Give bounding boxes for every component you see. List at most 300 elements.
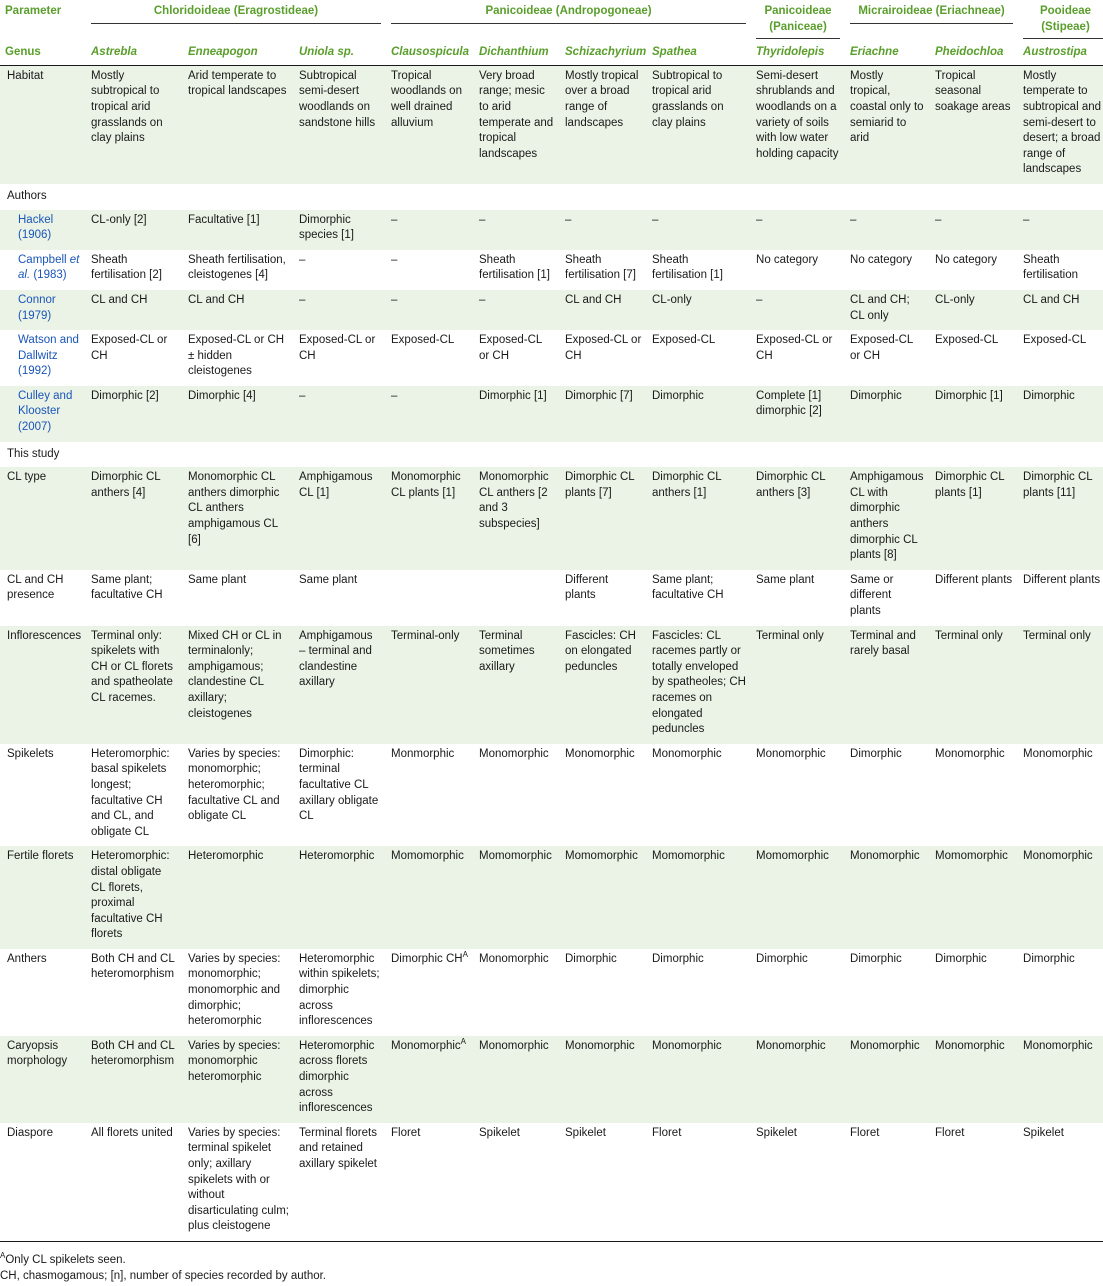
cell-text: Sheath fertilisation: [1023, 253, 1078, 282]
cell-text: Momomorphic: [652, 850, 725, 863]
table-cell: [294, 330, 386, 386]
subfamily-label: Chloridoideae (Eragrostideae): [91, 4, 381, 24]
cell-text: Monomorphic: [565, 747, 635, 760]
table-cell: [1018, 626, 1103, 744]
table-cell: [386, 949, 474, 1036]
table-cell: [183, 290, 294, 330]
parameter-label: CL type: [0, 467, 86, 570]
cell-text: –: [565, 213, 572, 226]
table-cell: [183, 1123, 294, 1242]
table-cell: [647, 846, 751, 949]
table-cell: [560, 744, 647, 847]
table-cell: [474, 1036, 560, 1123]
table-cell: [1018, 744, 1103, 847]
table-cell: [930, 250, 1018, 290]
parameter-label: Diaspore: [0, 1123, 86, 1242]
author-row: [0, 330, 1103, 386]
cell-text: Fascicles: CL racemes partly or totally enveloped by spatheoles; CH racemes on elongated peduncles: [652, 629, 746, 736]
table-cell: [647, 1036, 751, 1123]
table-cell: [86, 1036, 183, 1123]
table-cell: [647, 290, 751, 330]
table-cell: [1018, 250, 1103, 290]
cell-text: Exposed-CL: [652, 334, 716, 347]
table-cell: [647, 467, 751, 570]
footnote-a-text: Only CL spikelets seen.: [5, 1254, 126, 1266]
table-cell: [294, 290, 386, 330]
table-cell: [86, 290, 183, 330]
table-cell: [474, 290, 560, 330]
subfamily-label: Pooideae (Stipeae): [1023, 4, 1103, 39]
cell-text: No category: [935, 253, 998, 266]
cell-text: CL-only: [652, 293, 692, 306]
table-cell: [386, 570, 474, 626]
cell-text: –: [479, 293, 486, 306]
table-cell: [86, 330, 183, 386]
table-cell: [751, 290, 845, 330]
cell-text: Dimorphic CL anthers [3]: [756, 471, 826, 499]
cell-text: Terminal only: [935, 629, 1003, 642]
table-cell: [294, 65, 386, 184]
cell-text: Monomorphic: [1023, 850, 1093, 863]
cell-text: Exposed-CL or CH ± hidden cleistogenes: [188, 334, 285, 378]
author-citation[interactable]: Connor (1979): [0, 290, 86, 330]
table-cell: [474, 570, 560, 626]
cell-text: Tropical woodlands on well drained alluvium: [391, 69, 462, 129]
table-cell: [845, 290, 930, 330]
cell-text: Dimorphic [1]: [479, 389, 547, 402]
table-cell: [845, 467, 930, 570]
table-cell: [1018, 210, 1103, 250]
author-citation[interactable]: Hackel (1906): [0, 210, 86, 250]
cell-text: Dimorphic: [1023, 389, 1075, 402]
cell-text: Exposed-CL or CH: [479, 334, 542, 362]
table-cell: [386, 467, 474, 570]
table-cell: [294, 846, 386, 949]
cell-text: Tropical seasonal soakage areas: [935, 69, 1011, 113]
cell-text: CL and CH: [1023, 293, 1080, 306]
genus-header-cell: Austrostipa: [1018, 41, 1103, 65]
author-row: [0, 250, 1103, 290]
table-cell: [751, 1123, 845, 1242]
parameter-row: [0, 65, 1103, 184]
table-cell: [86, 846, 183, 949]
cell-text: No category: [756, 253, 819, 266]
cell-text: –: [756, 213, 763, 226]
parameter-row: [0, 846, 1103, 949]
cell-text: Same plant: [188, 573, 247, 586]
cell-text: Floret: [935, 1126, 965, 1139]
parameter-label: CL and CH presence: [7, 573, 64, 602]
table-cell: [930, 626, 1018, 744]
cell-text: Sheath fertilisation [7]: [565, 253, 636, 282]
cell-text: Monomorphic: [756, 1039, 826, 1052]
genus-header-cell: Dichanthium: [474, 41, 560, 65]
table-cell: [386, 1123, 474, 1242]
table-cell: [845, 626, 930, 744]
parameter-label: Caryopsis morphology: [0, 1036, 86, 1123]
table-cell: [647, 210, 751, 250]
table-cell: [386, 846, 474, 949]
cell-text: Monomorphic: [479, 1039, 549, 1052]
table-cell: [845, 210, 930, 250]
table-cell: [294, 570, 386, 626]
author-citation[interactable]: Campbell et al. (1983): [18, 253, 80, 282]
subfamily-header: [751, 0, 845, 41]
cell-text: CL-only: [935, 293, 975, 306]
table-cell: [560, 570, 647, 626]
cell-text: Heteromorphic: [299, 850, 375, 863]
cell-text: Same plant; facultative CH: [652, 573, 724, 602]
cell-text: Same plant: [299, 573, 358, 586]
cell-text: Terminal and rarely basal: [850, 629, 916, 658]
cell-text: Dimorphic [7]: [565, 389, 633, 402]
table-cell: [647, 330, 751, 386]
table-cell: [183, 744, 294, 847]
cell-text: Dimorphic: [756, 952, 808, 965]
table-cell: [560, 250, 647, 290]
table-cell: [647, 949, 751, 1036]
cell-text: Dimorphic: [850, 952, 902, 965]
cell-text: Exposed-CL or CH: [91, 334, 168, 362]
cell-text: –: [299, 293, 306, 306]
cell-text: Monomorphic CL plants [1]: [391, 471, 461, 499]
table-cell: [386, 250, 474, 290]
cell-text: Same plant: [756, 573, 815, 586]
table-cell: [86, 65, 183, 184]
table-cell: [845, 1123, 930, 1242]
header-row-genus: [0, 41, 1103, 65]
cell-text: Complete [1] dimorphic [2]: [756, 389, 822, 418]
cell-text: Terminal only: [756, 629, 824, 642]
cell-text: Monomorphic: [652, 1039, 722, 1052]
parameter-label: Fertile florets: [0, 846, 86, 949]
table-cell: [474, 626, 560, 744]
footnote-a-marker: A: [0, 1251, 6, 1261]
table-cell: [86, 570, 183, 626]
table-cell: [474, 330, 560, 386]
table-cell: [751, 386, 845, 442]
table-cell: [560, 210, 647, 250]
cell-text: Monomorphic: [479, 952, 549, 965]
author-citation[interactable]: Watson and Dallwitz (1992): [18, 334, 79, 378]
cell-text: Monomorphic: [565, 1039, 635, 1052]
genus-header: Genus: [0, 41, 86, 65]
table-cell: [183, 467, 294, 570]
table-cell: [751, 65, 845, 184]
cell-text: Dimorphic: [652, 952, 704, 965]
cell-text: Dimorphic [1]: [935, 389, 1003, 402]
table-cell: [294, 386, 386, 442]
table-cell: [560, 290, 647, 330]
table-cell: [930, 570, 1018, 626]
cell-text: Monomorphic: [1023, 747, 1093, 760]
author-row: [0, 386, 1103, 442]
cell-text: –: [479, 213, 486, 226]
table-cell: [386, 744, 474, 847]
cell-text: Spikelet: [756, 1126, 797, 1139]
cell-text: Mixed CH or CL in terminalonly; amphigamous; clandestine CL axillary; cleistogenes: [188, 629, 282, 720]
table-cell: [560, 1123, 647, 1242]
cell-text: Momomorphic: [391, 850, 464, 863]
cell-text: Exposed-CL: [1023, 334, 1087, 347]
table-cell: [845, 250, 930, 290]
author-citation[interactable]: Culley and Klooster (2007): [0, 386, 86, 442]
cell-text: Monmorphic: [391, 747, 455, 760]
cell-text: Dimorphic: [935, 952, 987, 965]
table-cell: [751, 744, 845, 847]
cell-text: CL and CH; CL only: [850, 293, 910, 322]
cell-text: Momomorphic: [565, 850, 638, 863]
cell-text: –: [391, 253, 398, 266]
table-cell: [930, 949, 1018, 1036]
genus-header-cell: Eriachne: [845, 41, 930, 65]
cell-text: –: [391, 293, 398, 306]
cell-text: Different plants: [935, 573, 1013, 586]
cell-text: Spikelet: [1023, 1126, 1064, 1139]
parameter-row: [0, 570, 1103, 626]
table-cell: [930, 65, 1018, 184]
table-cell: [751, 1036, 845, 1123]
table-cell: [647, 626, 751, 744]
cell-text: CL and CH: [565, 293, 622, 306]
subfamily-header: [86, 0, 386, 41]
table-cell: [1018, 1036, 1103, 1123]
cell-text: Different plants: [565, 573, 609, 602]
footnote-abbreviations: CH, chasmogamous; [n], number of species recorded by author.: [0, 1270, 326, 1282]
table-cell: [183, 210, 294, 250]
cell-text: Dimorphic [2]: [91, 389, 159, 402]
cell-text: –: [652, 213, 659, 226]
cell-text: Exposed-CL or CH: [850, 334, 913, 362]
table-cell: [930, 846, 1018, 949]
parameter-label: Anthers: [7, 952, 47, 965]
subfamily-label: Panicoideae (Paniceae): [756, 4, 840, 39]
table-cell: [86, 386, 183, 442]
table-cell: [386, 65, 474, 184]
cell-text: Dimorphic species [1]: [299, 213, 354, 242]
table-cell: [1018, 467, 1103, 570]
table-cell: [474, 744, 560, 847]
section-row: [0, 442, 1103, 468]
section-label: This study: [7, 447, 60, 460]
genus-header-cell: Pheidochloa: [930, 41, 1018, 65]
header-row-subfamily: [0, 0, 1103, 41]
cell-text: Dimorphic CH: [391, 952, 463, 965]
cell-text: –: [299, 389, 306, 402]
cell-text: Dimorphic: [565, 952, 617, 965]
parameter-row: [0, 1123, 1103, 1242]
table-cell: [86, 210, 183, 250]
cell-text: Monomorphic CL anthers [2 and 3 subspecies]: [479, 471, 549, 531]
table-cell: [560, 330, 647, 386]
cell-text: Subtropical to tropical arid grasslands on clay plains: [652, 69, 724, 129]
table-body: [0, 65, 1103, 1241]
subfamily-label: Panicoideae (Andropogoneae): [391, 4, 746, 24]
table-cell: [1018, 65, 1103, 184]
table-cell: [845, 386, 930, 442]
subfamily-header: [845, 0, 1018, 41]
table-footnotes: [0, 1252, 326, 1284]
cell-text: Mostly temperate to subtropical and semi-desert to desert; a broad range of landscapes: [1023, 69, 1102, 176]
table-cell: [474, 949, 560, 1036]
table-cell: [751, 210, 845, 250]
table-cell: [474, 386, 560, 442]
cell-text: Monomorphic: [850, 850, 920, 863]
table-cell: [647, 1123, 751, 1242]
cell-text: Momomorphic: [756, 850, 829, 863]
cell-text: Exposed-CL or CH: [299, 334, 376, 362]
cell-text: Dimorphic: terminal facultative CL axillary obligate CL: [299, 747, 379, 823]
cell-text: Dimorphic: [850, 389, 902, 402]
table-cell: [930, 744, 1018, 847]
cell-text: Sheath fertilisation [2]: [91, 253, 162, 282]
table-cell: [930, 386, 1018, 442]
table-cell: [386, 626, 474, 744]
table-cell: [930, 290, 1018, 330]
cell-text: Facultative [1]: [188, 213, 260, 226]
table-cell: [1018, 330, 1103, 386]
cell-text: Monomorphic: [935, 1039, 1005, 1052]
table-cell: [386, 1036, 474, 1123]
parameter-row: [0, 626, 1103, 744]
cell-text: Sheath fertilisation [1]: [479, 253, 550, 282]
table-cell: [751, 846, 845, 949]
table-cell: [560, 1036, 647, 1123]
table-cell: [386, 330, 474, 386]
cell-text: –: [756, 293, 763, 306]
cell-text: –: [850, 213, 857, 226]
table-cell: [751, 626, 845, 744]
cell-text: CL-only [2]: [91, 213, 147, 226]
table-cell: [845, 744, 930, 847]
table-cell: [386, 386, 474, 442]
genus-header-cell: Enneapogon: [183, 41, 294, 65]
table-cell: [560, 846, 647, 949]
parameter-label: Spikelets: [7, 747, 54, 760]
cell-text: Dimorphic [4]: [188, 389, 256, 402]
table-cell: [845, 846, 930, 949]
cell-text: Momomorphic: [935, 850, 1008, 863]
cell-text: Spikelet: [565, 1126, 606, 1139]
table-cell: [86, 1123, 183, 1242]
footnote-a: [0, 1252, 326, 1268]
cell-text: Semi-desert shrublands and woodlands on a variety of soils with low water holding capacity: [756, 69, 839, 160]
table-cell: [474, 250, 560, 290]
table-cell: [647, 65, 751, 184]
table-cell: [86, 467, 183, 570]
table-cell: [560, 467, 647, 570]
table-cell: [386, 210, 474, 250]
cell-text: Sheath fertilisation [1]: [652, 253, 723, 282]
subfamily-header: [386, 0, 751, 41]
table-cell: [751, 467, 845, 570]
table-cell: [845, 949, 930, 1036]
genus-header-cell: Thyridolepis: [751, 41, 845, 65]
cell-text: Heteromorphic: [188, 850, 264, 863]
parameter-label: Inflorescences: [0, 626, 86, 744]
cell-text: Heteromorphic across florets dimorphic across inflorescences: [299, 1039, 375, 1115]
cell-text: CL and CH: [188, 293, 245, 306]
section-label: Authors: [7, 189, 47, 202]
table-cell: [86, 949, 183, 1036]
table-cell: [560, 626, 647, 744]
cell-text: Dimorphic CL plants [7]: [565, 471, 635, 499]
cell-text: Amphigamous – terminal and clandestine axillary: [299, 629, 373, 689]
cell-text: Exposed-CL or CH: [565, 334, 642, 362]
cell-text: Exposed-CL: [391, 334, 455, 347]
cell-text: Fascicles: CH on elongated peduncles: [565, 629, 636, 673]
table-cell: [751, 250, 845, 290]
cell-text: Monomorphic: [850, 1039, 920, 1052]
table-cell: [930, 330, 1018, 386]
cell-text: Sheath fertilisation, cleistogenes [4]: [188, 253, 286, 282]
cell-text: Terminal only: [1023, 629, 1091, 642]
cell-text: No category: [850, 253, 913, 266]
cell-text: Dimorphic CL anthers [1]: [652, 471, 722, 499]
cell-text: Subtropical semi-desert woodlands on sandstone hills: [299, 69, 376, 129]
cell-text: Dimorphic CL plants [1]: [935, 471, 1005, 499]
cell-text: Monomorphic: [935, 747, 1005, 760]
table-cell: [845, 1036, 930, 1123]
cell-text: Monomorphic: [391, 1039, 461, 1052]
table-cell: [86, 626, 183, 744]
cell-text: Heteromorphic within spikelets; dimorphic across inflorescences: [299, 952, 380, 1028]
table-cell: [1018, 949, 1103, 1036]
cell-text: Floret: [391, 1126, 421, 1139]
table-cell: [86, 250, 183, 290]
table-cell: [294, 467, 386, 570]
cell-text: –: [1023, 213, 1030, 226]
cell-text: Varies by species: monomorphic; heteromorphic; facultative CL and obligate CL: [188, 747, 281, 823]
cell-text: Dimorphic: [652, 389, 704, 402]
cell-text: Dimorphic: [1023, 952, 1075, 965]
table-cell: [294, 744, 386, 847]
cell-text: Terminal only: spikelets with CH or CL florets and spatheolate CL racemes.: [91, 629, 174, 704]
table-cell: [845, 330, 930, 386]
genus-header-cell: Spathea: [647, 41, 751, 65]
parameter-row: [0, 467, 1103, 570]
table-cell: [1018, 1123, 1103, 1242]
cell-text: Monomorphic CL anthers dimorphic CL anthers amphigamous CL [6]: [188, 471, 280, 546]
table-cell: [1018, 846, 1103, 949]
cell-text: Amphigamous CL [1]: [299, 471, 373, 499]
table-cell: [183, 1036, 294, 1123]
cell-text: Different plants: [1023, 573, 1101, 586]
table-cell: [294, 1123, 386, 1242]
cell-text: Spikelet: [479, 1126, 520, 1139]
cell-text: Same plant; facultative CH: [91, 573, 163, 602]
footnote-marker: A: [462, 950, 468, 960]
author-row: [0, 210, 1103, 250]
table-cell: [751, 570, 845, 626]
cell-text: All florets united: [91, 1126, 173, 1139]
table-cell: [474, 210, 560, 250]
table-cell: [183, 250, 294, 290]
cell-text: CL and CH: [91, 293, 148, 306]
footnote-marker: A: [460, 1037, 467, 1047]
table-cell: [294, 250, 386, 290]
table-cell: [560, 386, 647, 442]
table-cell: [183, 949, 294, 1036]
table-cell: [647, 570, 751, 626]
cell-text: Varies by species: monomorphic heteromorphic: [188, 1039, 281, 1084]
table-cell: [930, 1123, 1018, 1242]
table-cell: [294, 626, 386, 744]
table-cell: [294, 949, 386, 1036]
cell-text: Floret: [850, 1126, 880, 1139]
cell-text: Terminal-only: [391, 629, 460, 642]
table-cell: [386, 290, 474, 330]
